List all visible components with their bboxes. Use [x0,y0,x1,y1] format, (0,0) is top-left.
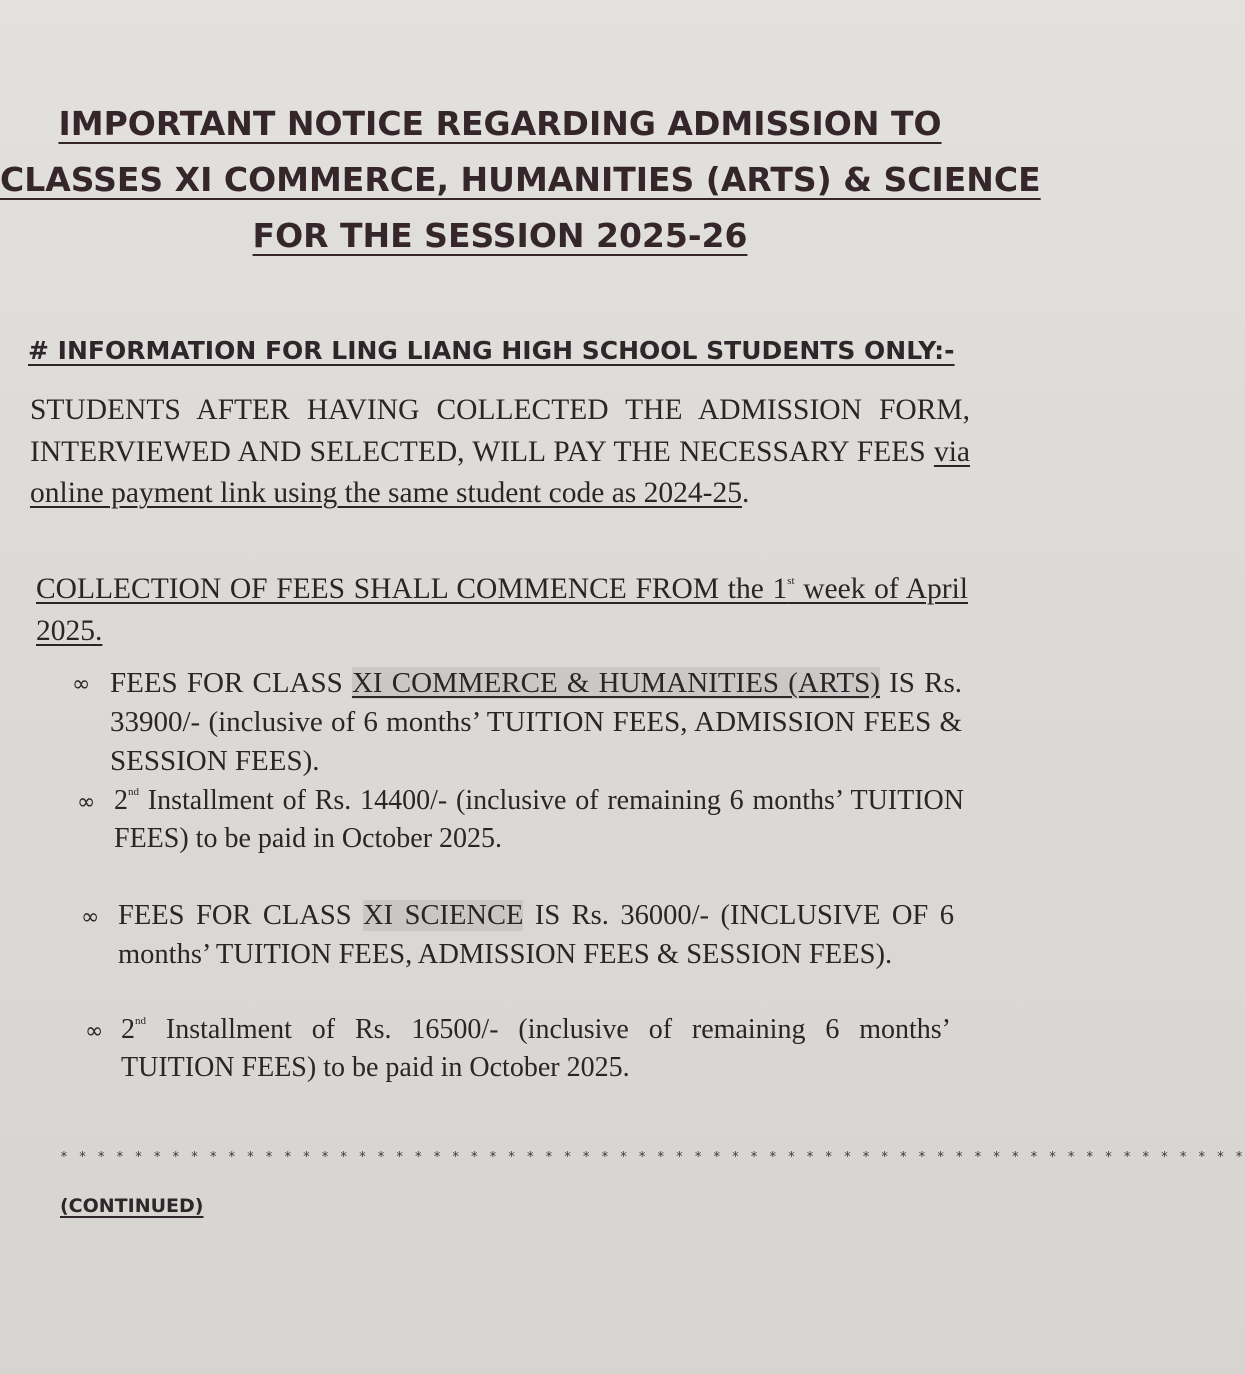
commerce-installment-num: 2 [114,785,128,816]
infinity-bullet-icon: ∞ [81,905,100,930]
science-class-highlight: XI SCIENCE [363,900,524,931]
collection-paragraph [36,569,968,652]
science-installment-num: 2 [121,1014,135,1045]
intro-text: STUDENTS AFTER HAVING COLLECTED THE ADMISSION FORM, INTERVIEWED AND SELECTED, WILL PAY THE NECESSARY FEES [30,394,970,468]
commerce-fees-text: IS Rs. 33900/- (inclusive of 6 months’ TUITION FEES, ADMISSION FEES & SESSION FEES). [110,667,962,777]
title-text-1: IMPORTANT NOTICE REGARDING ADMISSION TO [58,104,942,143]
commerce-fees-item [110,664,962,781]
section-heading: # INFORMATION FOR LING LIANG HIGH SCHOOL STUDENTS ONLY:- [28,336,955,365]
science-installment-text: Installment of Rs. 16500/- (inclusive of remaining 6 months’ TUITION FEES) to be paid in October 2025. [121,1014,951,1083]
collection-text: COLLECTION OF FEES SHALL COMMENCE FROM the 1 [36,573,788,605]
infinity-bullet-icon: ∞ [72,672,91,697]
collection-sup: st [787,575,795,587]
title-text-3: FOR THE SESSION 2025-26 [252,216,748,255]
continued-label: (CONTINUED) [60,1195,204,1217]
commerce-installment-text: Installment of Rs. 14400/- (inclusive of remaining 6 months’ TUITION FEES) to be paid in October 2025. [114,785,964,854]
collection-text-end: week of April 2025. [36,573,968,647]
commerce-class-highlight: XI COMMERCE & HUMANITIES (ARTS) [351,667,880,699]
separator-stars: * * * * * * * * * * * * * * * * * * * * * * * * * * * * * * * * * * * * * * * * * * * * * * * * * * * * * * * * * * * * * * * * [60,1150,1245,1165]
title-line-3 [0,216,1000,255]
title-text-2: CLASSES XI COMMERCE, HUMANITIES (ARTS) & SCIENCE [0,160,1041,199]
science-installment-sup: nd [135,1015,146,1027]
infinity-bullet-icon: ∞ [77,790,96,815]
infinity-bullet-icon: ∞ [85,1019,104,1044]
science-fees-text: IS Rs. 36000/- (INCLUSIVE OF 6 months’ TUITION FEES, ADMISSION FEES & SESSION FEES). [118,900,954,970]
intro-paragraph [30,390,970,515]
title-line-2 [0,160,1041,199]
science-installment-item [121,1011,951,1087]
title-line-1 [0,104,1000,143]
commerce-prefix: FEES FOR CLASS [110,667,352,699]
science-prefix: FEES FOR CLASS [118,900,364,931]
commerce-installment-item [114,782,964,858]
science-fees-item [118,896,954,974]
intro-payment-link-text: via online payment link using the same student code as 2024-25 [30,435,970,509]
commerce-installment-sup: nd [128,786,139,798]
intro-end: . [741,477,750,509]
